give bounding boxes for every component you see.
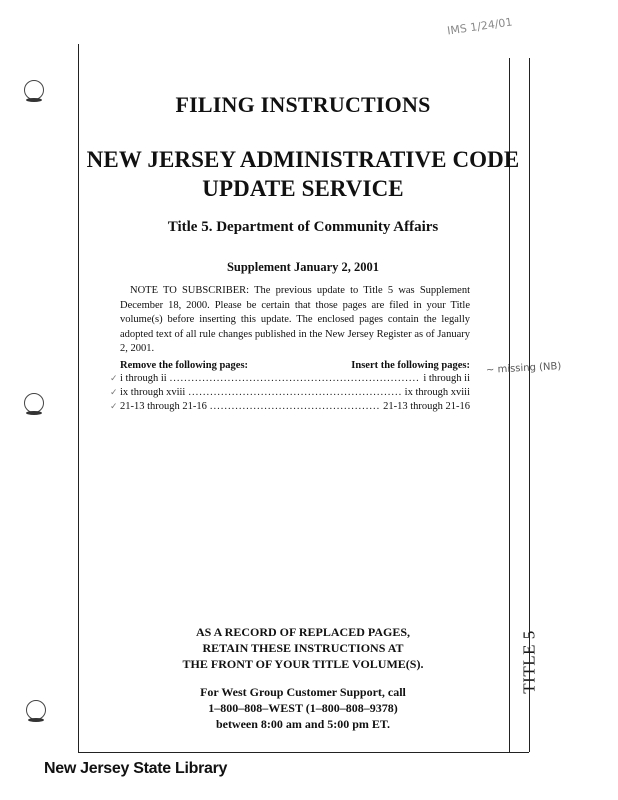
binder-hole bbox=[26, 700, 46, 720]
check-mark-icon: ✓ bbox=[110, 373, 118, 383]
customer-support-info bbox=[78, 684, 528, 732]
title-tab bbox=[510, 618, 550, 706]
pages-table bbox=[110, 373, 470, 415]
title-tab-label: TITLE 5 bbox=[520, 630, 540, 694]
support-line: between 8:00 am and 5:00 pm ET. bbox=[215, 717, 391, 731]
remove-pages-cell: ix through xviii bbox=[120, 387, 186, 398]
binder-hole bbox=[24, 393, 44, 413]
check-mark-icon: ✓ bbox=[110, 387, 118, 397]
leader-dots bbox=[210, 401, 380, 412]
support-line: 1–800–808–WEST (1–800–808–9378) bbox=[208, 701, 398, 715]
service-title-line: UPDATE SERVICE bbox=[202, 176, 404, 201]
supplement-date: Supplement January 2, 2001 bbox=[226, 260, 380, 274]
record-line: RETAIN THESE INSTRUCTIONS AT bbox=[202, 641, 404, 655]
record-instructions bbox=[78, 624, 528, 672]
table-row bbox=[110, 373, 470, 387]
record-line: THE FRONT OF YOUR TITLE VOLUME(S). bbox=[182, 657, 424, 671]
library-footer: New Jersey State Library bbox=[44, 760, 228, 777]
remove-pages-cell: 21-13 through 21-16 bbox=[120, 401, 207, 412]
binder-hole bbox=[24, 80, 44, 100]
check-mark-icon: ✓ bbox=[110, 401, 118, 411]
leader-dots bbox=[188, 387, 401, 398]
pages-table-header bbox=[120, 360, 470, 371]
handwritten-margin-note: ~ missing (NB) bbox=[485, 361, 562, 376]
support-line: For West Group Customer Support, call bbox=[200, 685, 406, 699]
insert-pages-cell: ix through xviii bbox=[404, 387, 470, 398]
insert-pages-cell: i through ii bbox=[423, 373, 470, 384]
remove-pages-cell: i through ii bbox=[120, 373, 167, 384]
table-row bbox=[110, 401, 470, 415]
insert-pages-header: Insert the following pages: bbox=[351, 360, 470, 371]
leader-dots bbox=[170, 373, 421, 384]
handwritten-date-note: IMS 1/24/01 bbox=[446, 15, 514, 38]
subscriber-note: NOTE TO SUBSCRIBER: The previous update to Title 5 was Supplement December 18, 2000. Please be certain that those pages are filed in your Title volume(s) before inserting this update. The enclosed pages contain the legally adopted text of all rule changes published in the New Jersey Register as of January 2, 2001. bbox=[120, 285, 470, 354]
page-title: FILING INSTRUCTIONS bbox=[175, 92, 431, 117]
service-title bbox=[78, 145, 528, 203]
insert-pages-cell: 21-13 through 21-16 bbox=[383, 401, 470, 412]
remove-pages-header: Remove the following pages: bbox=[120, 360, 249, 371]
record-line: AS A RECORD OF REPLACED PAGES, bbox=[195, 625, 411, 639]
table-row bbox=[110, 387, 470, 401]
service-title-line: NEW JERSEY ADMINISTRATIVE CODE bbox=[86, 147, 520, 172]
department-title: Title 5. Department of Community Affairs bbox=[167, 219, 439, 235]
